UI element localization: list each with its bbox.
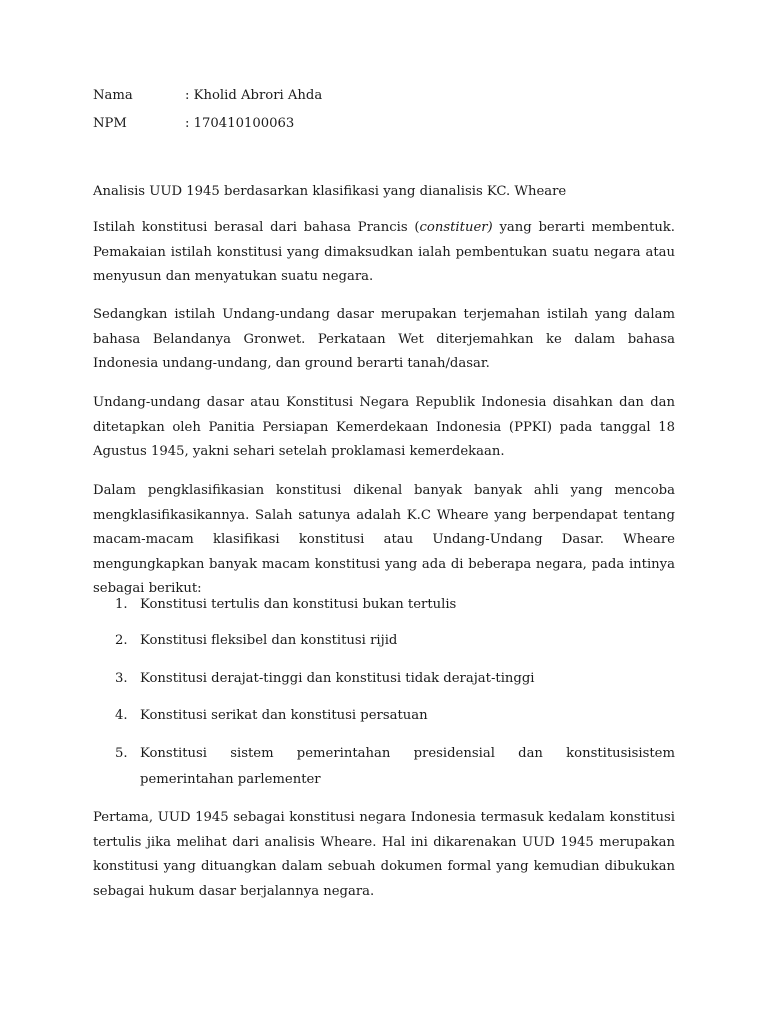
list-item-number: 2. bbox=[115, 633, 128, 648]
name-value: : Kholid Abrori Ahda bbox=[185, 88, 323, 103]
list-item-number: 1. bbox=[115, 597, 128, 612]
list-item-number: 4. bbox=[115, 708, 128, 723]
list-item-text: Konstitusi tertulis dan konstitusi bukan tertulis bbox=[140, 597, 457, 612]
paragraph-3: Undang-undang dasar atau Konstitusi Negara Republik Indonesia disahkan dan dan ditetapkan oleh Panitia Persiapan Kemerdekaan Indonesia (PPKI) pada tanggal 18 Agustus 1945, yakni sehari setelah proklamasi kemerdekaan. bbox=[93, 395, 675, 459]
name-label: Nama bbox=[93, 88, 133, 103]
paragraph-2: Sedangkan istilah Undang-undang dasar merupakan terjemahan istilah yang dalam bahasa Belandanya Gronwet. Perkataan Wet diterjemahkan ke dalam bahasa Indonesia undang-undang, dan ground berarti tanah/dasar. bbox=[93, 307, 675, 371]
document-title: Analisis UUD 1945 berdasarkan klasifikasi yang dianalisis KC. Wheare bbox=[93, 184, 567, 199]
list-item-text: Konstitusi fleksibel dan konstitusi rijid bbox=[140, 633, 398, 648]
list-item-number: 3. bbox=[115, 671, 128, 686]
paragraph-1 bbox=[93, 216, 675, 290]
npm-label: NPM bbox=[93, 116, 127, 131]
list-item-text: Konstitusi sistem pemerintahan presidensial dan konstitusisistem pemerintahan parlementer bbox=[140, 746, 675, 787]
list-item-number: 5. bbox=[115, 746, 128, 761]
paragraph-1-after: yang berarti membentuk. Pemakaian istilah konstitusi yang dimaksudkan ialah pembentukan suatu negara atau menyusun dan menyatukan suatu negara. bbox=[93, 220, 675, 284]
paragraph-1-before: Istilah konstitusi berasal dari bahasa Prancis ( bbox=[93, 220, 420, 235]
paragraph-4: Dalam pengklasifikasian konstitusi dikenal banyak banyak ahli yang mencoba mengklasifikasikannya. Salah satunya adalah K.C Wheare yang berpendapat tentang macam-macam klasifikasi konstitusi atau Undang-Undang Dasar. Wheare mengungkapkan banyak macam konstitusi yang ada di beberapa negara, pada intinya sebagai berikut: bbox=[93, 483, 675, 596]
list-item-text: Konstitusi derajat-tinggi dan konstitusi tidak derajat-tinggi bbox=[140, 671, 535, 686]
list-item-text: Konstitusi serikat dan konstitusi persatuan bbox=[140, 708, 428, 723]
paragraph-5: Pertama, UUD 1945 sebagai konstitusi negara Indonesia termasuk kedalam konstitusi tertulis jika melihat dari analisis Wheare. Hal ini dikarenakan UUD 1945 merupakan konstitusi yang dituangkan dalam sebuah dokumen formal yang kemudian dibukukan sebagai hukum dasar berjalannya negara. bbox=[93, 810, 675, 899]
paragraph-1-italic: constituer) bbox=[419, 220, 493, 235]
npm-value: : 170410100063 bbox=[185, 116, 295, 131]
